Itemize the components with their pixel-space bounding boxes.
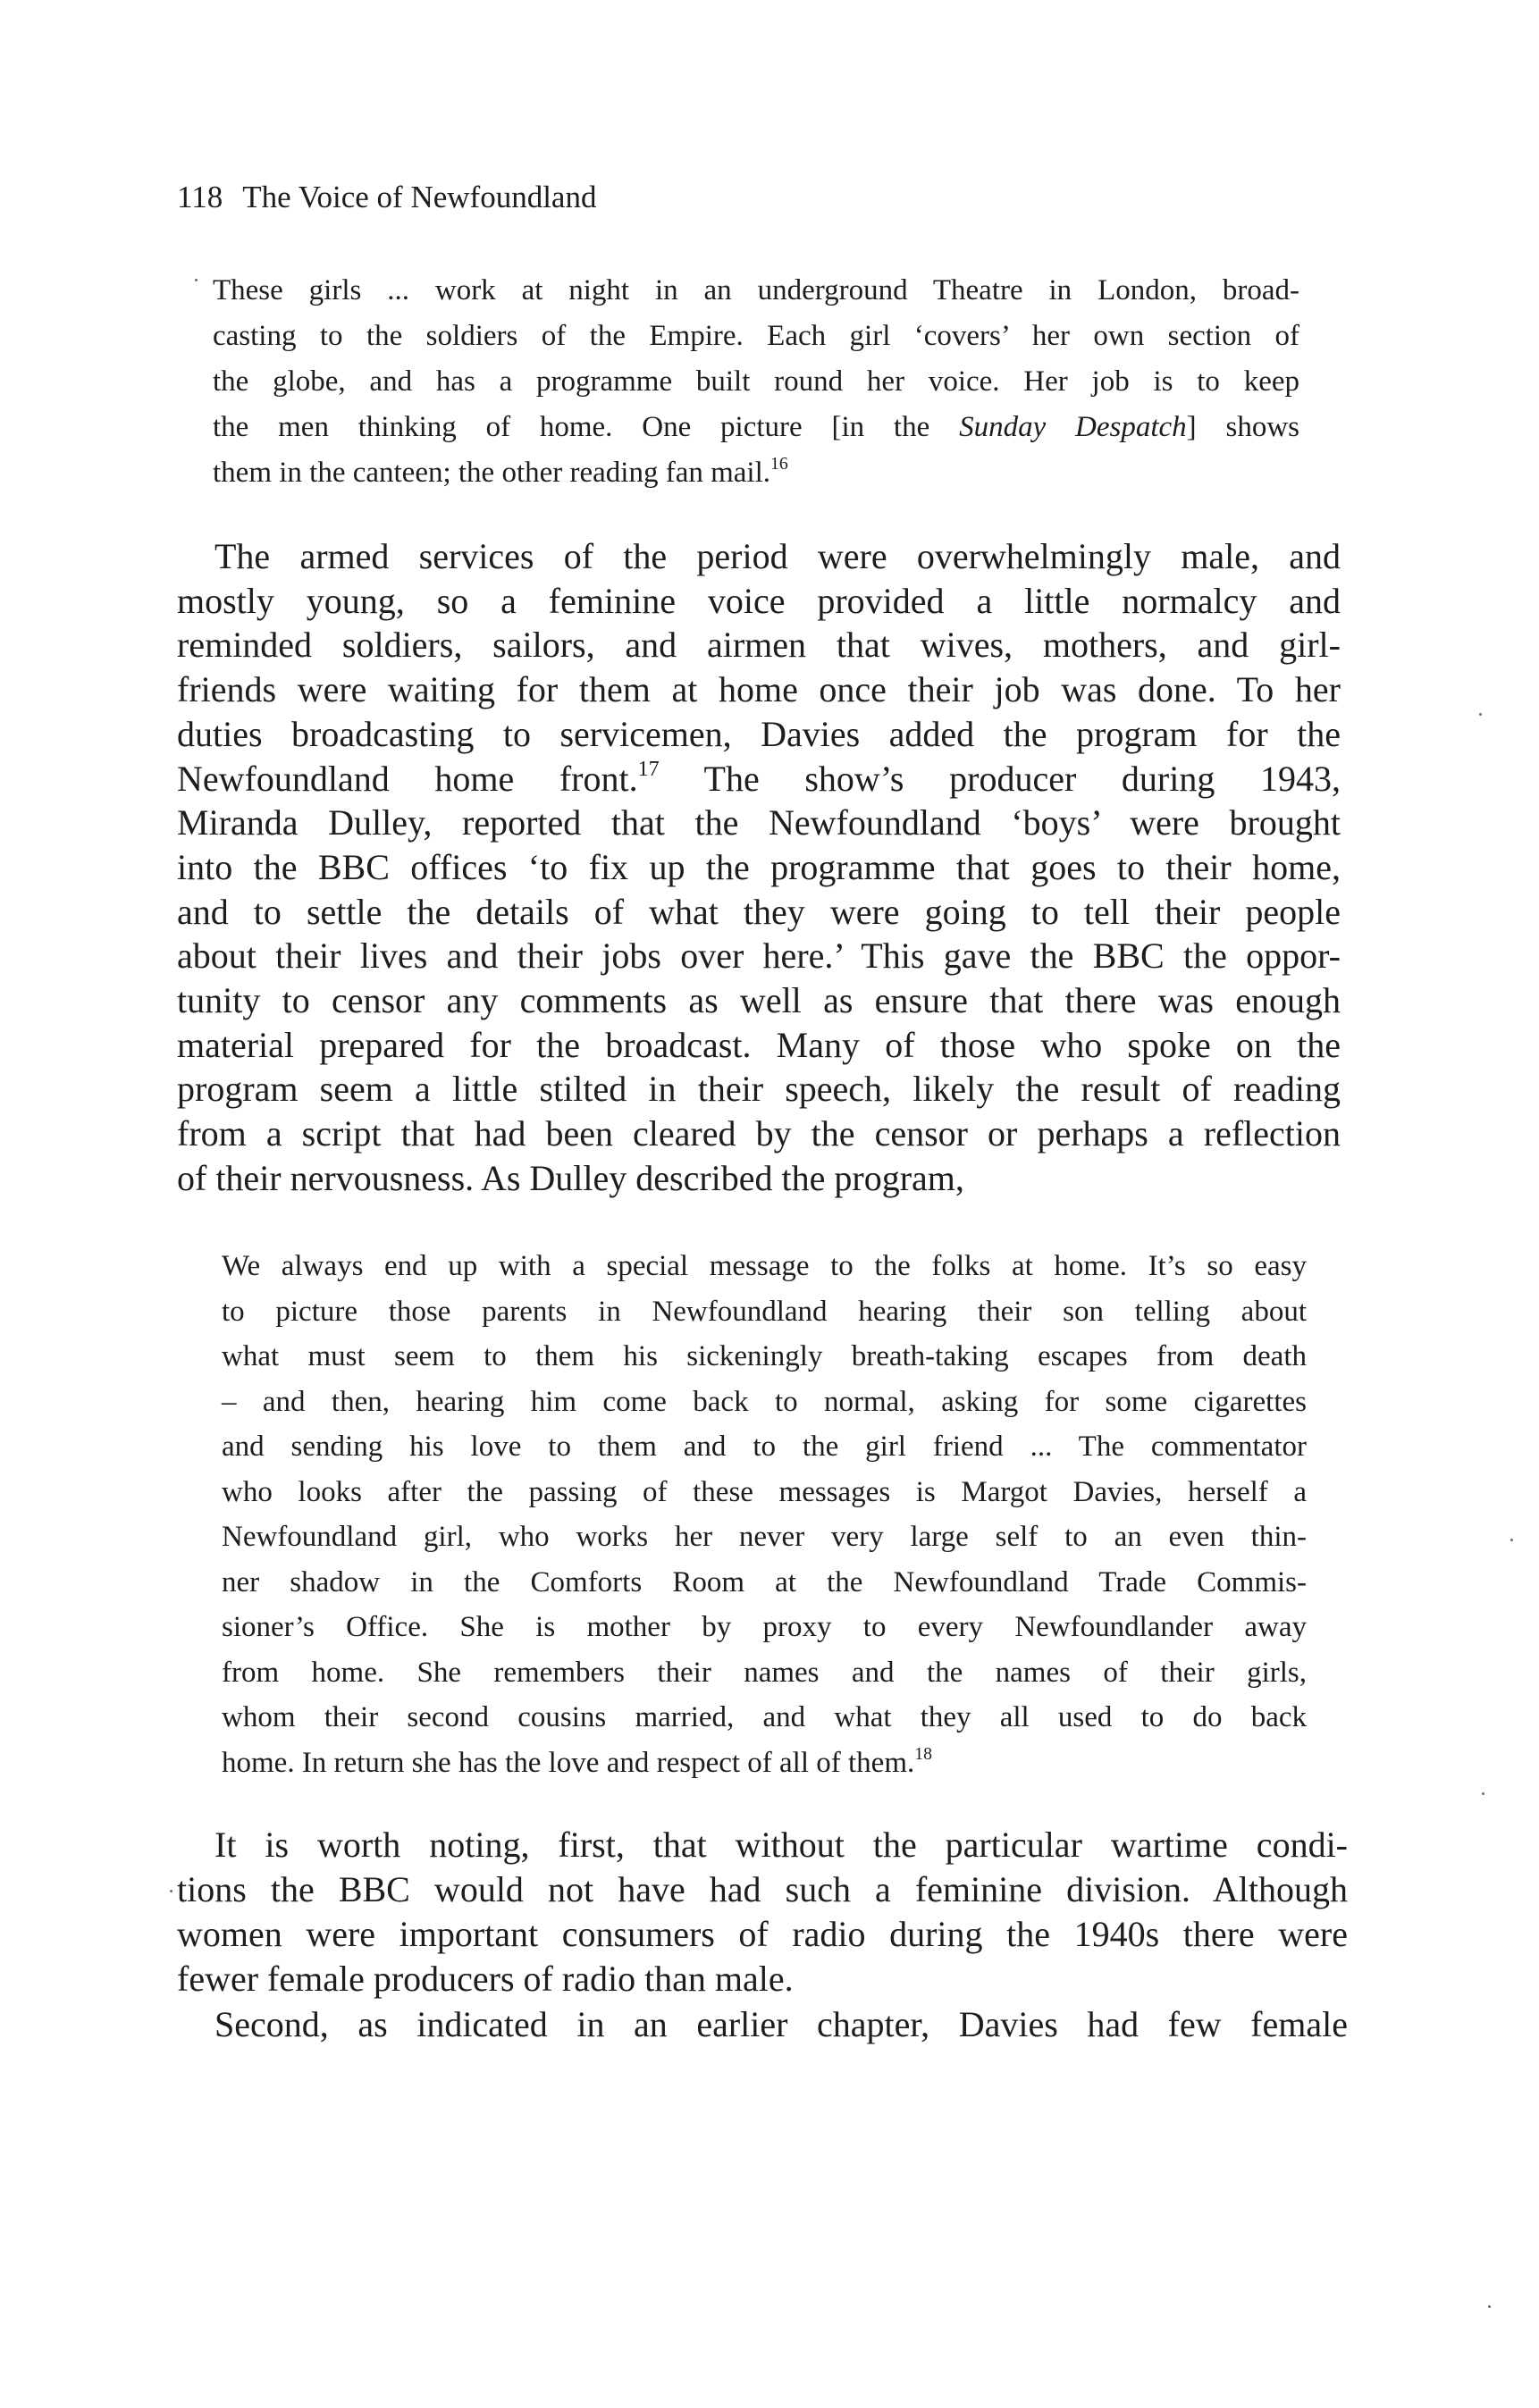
quote-line: what must seem to them his sickeningly breath-taking escapes from death [222,1340,1307,1372]
quote-line: whom their second cousins married, and what they all used to do back [222,1701,1307,1733]
quote-line: the globe, and has a programme built round her voice. Her job is to keep [213,365,1299,398]
newspaper-title: Sunday Despatch [959,411,1187,443]
scan-speck [1488,2305,1491,2308]
paragraph-line: into the BBC offices ‘to fix up the programme that goes to their home, [177,846,1341,887]
body-paragraph [177,2002,1348,2047]
paragraph-line: duties broadcasting to servicemen, Davies added the program for the [177,713,1341,754]
body-paragraph [177,1823,1348,2001]
paragraph-line: and to settle the details of what they were going to tell their people [177,891,1341,932]
quote-line: sioner’s Office. She is mother by proxy to every Newfoundlander away [222,1611,1307,1643]
block-quote-sunday-despatch [213,268,1299,496]
quote-text: them in the canteen; the other reading fan mail. [213,457,771,489]
quote-line [213,450,1299,496]
running-head [177,175,596,220]
paragraph-line: reminded soldiers, sailors, and airmen that wives, mothers, and girl- [177,625,1341,666]
scan-speck [170,1890,172,1892]
paragraph-line: tions the BBC would not have had such a feminine division. Although [177,1869,1348,1909]
quote-text: ] shows [1186,411,1299,443]
quote-line: who looks after the passing of these messages is Margot Davies, herself a [222,1475,1307,1508]
quote-line [213,405,1299,450]
paragraph-line: of their nervousness. As Dulley described the program, [177,1157,964,1198]
quote-line: Newfoundland girl, who works her never very large self to an even thin- [222,1521,1307,1553]
footnote-marker: 16 [770,454,788,474]
paragraph-line: women were important consumers of radio during the 1940s there were [177,1914,1348,1954]
quote-line: casting to the soldiers of the Empire. Each girl ‘covers’ her own section of [213,320,1299,352]
running-title: The Voice of Newfoundland [242,180,597,214]
paragraph-line: from a script that had been cleared by the censor or perhaps a reflection [177,1113,1341,1154]
quote-text: the men thinking of home. One picture [in the [213,411,960,443]
quote-line: and sending his love to them and to the girl friend ... The commentator [222,1431,1307,1463]
quote-line: to picture those parents in Newfoundland hearing their son telling about [222,1295,1307,1328]
quote-text: home. In return she has the love and respect of all of them. [222,1746,915,1779]
footnote-marker: 18 [914,1743,933,1764]
scan-speck [1479,713,1482,716]
quote-line: ner shadow in the Comforts Room at the Newfoundland Trade Commis- [222,1565,1307,1598]
paragraph-line: Second, as indicated in an earlier chapter, Davies had few female [214,2004,1348,2044]
scan-speck [1482,1792,1484,1795]
paragraph-line: Miranda Dulley, reported that the Newfoundland ‘boys’ were brought [177,802,1341,843]
quote-line: We always end up with a special message to the folks at home. It’s so easy [222,1250,1307,1282]
quote-line: – and then, hearing him come back to normal, asking for some cigarettes [222,1385,1307,1418]
paragraph-line: mostly young, so a feminine voice provided a little normalcy and [177,580,1341,621]
paragraph-line: It is worth noting, first, that without the particular wartime condi- [214,1825,1348,1865]
paragraph-line [177,757,1341,801]
paragraph-line: program seem a little stilted in their speech, likely the result of reading [177,1069,1341,1110]
quote-line [222,1741,1307,1786]
paragraph-line: tunity to censor any comments as well as ensure that there was enough [177,980,1341,1021]
paragraph-line: friends were waiting for them at home once their job was done. To her [177,669,1341,710]
footnote-marker: 17 [637,757,660,781]
quote-line: These girls ... work at night in an underground Theatre in London, broad- [213,274,1299,306]
body-paragraph [177,534,1341,1201]
quote-line: from home. She remembers their names and the names of their girls, [222,1656,1307,1689]
paragraph-line: about their lives and their jobs over here.’ This gave the BBC the oppor- [177,936,1341,977]
paragraph-line: fewer female producers of radio than male. [177,1959,794,1999]
paragraph-text: Newfoundland home front. [177,758,638,799]
paragraph-text: The show’s producer during 1943, [659,758,1341,799]
paragraph-line: The armed services of the period were overwhelmingly male, and [214,536,1341,576]
scan-speck [1510,1539,1513,1541]
block-quote-dulley [222,1244,1307,1785]
page-number: 118 [177,180,223,214]
paragraph-line: material prepared for the broadcast. Many of those who spoke on the [177,1024,1341,1065]
scan-speck [195,279,198,281]
